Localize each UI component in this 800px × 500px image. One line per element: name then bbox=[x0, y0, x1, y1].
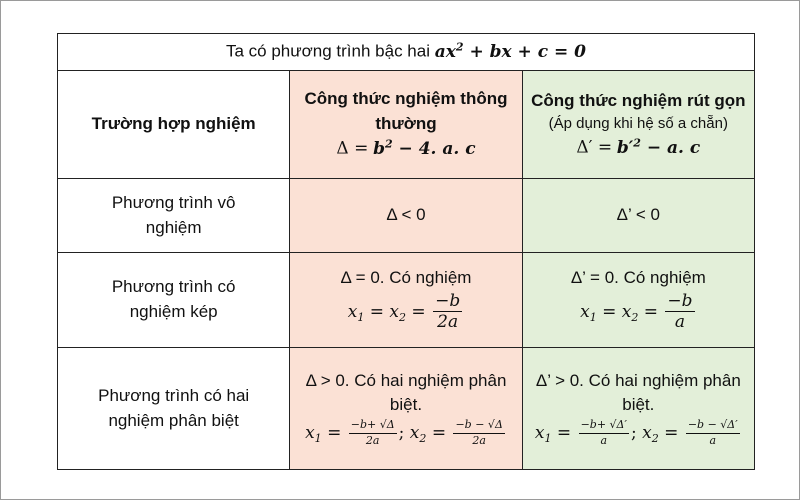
header-reduced-note: (Áp dụng khi hệ số a chẵn) bbox=[548, 115, 728, 133]
row-no-solution bbox=[58, 179, 755, 253]
reduced-x1-den: a bbox=[600, 433, 608, 447]
case-double-root-line2: nghiệm kép bbox=[129, 302, 218, 321]
reduced-double-root bbox=[522, 253, 754, 348]
row-double-root bbox=[58, 253, 755, 348]
standard-two-roots-formula: $x_1$ = $\frac{-b+ √\Delta}{2a}$ ; $x_2$ = $\frac{-b - √\Delta}{2a}$ bbox=[305, 417, 503, 447]
standard-two-roots-text-line1: Δ > 0. Có hai nghiệm phân bbox=[305, 370, 507, 390]
header-reduced-delta: $\Delta' = b'^2 - a$. c bbox=[576, 136, 701, 158]
header-row bbox=[58, 71, 755, 179]
reduced-x1-num: −b+ √Δ′ bbox=[579, 418, 629, 434]
case-two-roots-line2: nghiệm phân biệt bbox=[108, 410, 239, 430]
header-standard-title-line2: thường bbox=[375, 113, 437, 133]
header-reduced bbox=[522, 71, 754, 179]
reduced-double-root-text: Δ’ = 0. Có nghiệm bbox=[570, 268, 706, 288]
standard-no-solution: Δ < 0 bbox=[290, 179, 522, 253]
header-standard-title-line1: Công thức nghiệm thông bbox=[304, 89, 508, 109]
standard-x2-den: 2a bbox=[472, 433, 486, 447]
reduced-two-roots-formula: $x_1$ = $\frac{-b+ √\Delta'}{a}$ ; $x_2$ = $\frac{-b - √\Delta'}{a}$ bbox=[534, 417, 738, 447]
title-equation: $ax^2$ + bx + c = 0 bbox=[434, 40, 586, 62]
title-cell bbox=[58, 34, 755, 71]
standard-x1-den: 2a bbox=[365, 433, 380, 447]
case-two-roots bbox=[58, 348, 290, 470]
reduced-two-roots-text-line2: biệt. bbox=[622, 395, 655, 415]
header-standard bbox=[290, 71, 522, 179]
case-double-root-line1: Phương trình có bbox=[111, 277, 236, 297]
title-text: Ta có phương trình bậc hai bbox=[226, 42, 430, 61]
header-standard-delta: $\Delta = b^2 - 4$. a. c bbox=[336, 137, 476, 160]
header-reduced-title: Công thức nghiệm rút gọn bbox=[531, 90, 746, 110]
case-no-solution-line2: nghiệm bbox=[145, 217, 202, 237]
standard-double-root-text: Δ = 0. Có nghiệm bbox=[340, 268, 472, 288]
standard-double-root bbox=[290, 253, 522, 348]
standard-two-roots-text-line2: biệt. bbox=[389, 395, 423, 415]
case-no-solution bbox=[58, 179, 290, 253]
reduced-double-root-den: a bbox=[674, 312, 686, 333]
standard-double-root-den: 2a bbox=[437, 312, 459, 333]
case-no-solution-line1: Phương trình vô bbox=[111, 192, 236, 212]
reduced-no-solution: Δ’ < 0 bbox=[522, 179, 754, 253]
standard-two-roots bbox=[290, 348, 522, 470]
case-double-root bbox=[58, 253, 290, 348]
reduced-double-root-formula: $x_1 = x_2$ = $\frac{-b}{a}$ bbox=[580, 291, 693, 333]
reduced-two-roots-text-line1: Δ’ > 0. Có hai nghiệm phân bbox=[535, 370, 741, 390]
standard-x2-num: −b − √Δ bbox=[453, 418, 504, 434]
standard-double-root-formula: $x_1 = x_2$ = $\frac{-b}{2a}$ bbox=[347, 291, 461, 333]
title-row bbox=[58, 34, 755, 71]
quadratic-formula-table bbox=[57, 33, 755, 470]
standard-double-root-num: −b bbox=[435, 291, 461, 311]
row-two-roots bbox=[58, 348, 755, 470]
case-two-roots-line1: Phương trình có hai bbox=[98, 385, 250, 405]
reduced-x2-num: −b − √Δ′ bbox=[686, 418, 740, 434]
standard-x1-num: −b+ √Δ bbox=[349, 418, 397, 434]
header-case: Trường hợp nghiệm bbox=[58, 71, 290, 179]
reduced-double-root-num: −b bbox=[667, 291, 693, 311]
reduced-two-roots bbox=[522, 348, 754, 470]
reduced-x2-den: a bbox=[709, 433, 717, 447]
